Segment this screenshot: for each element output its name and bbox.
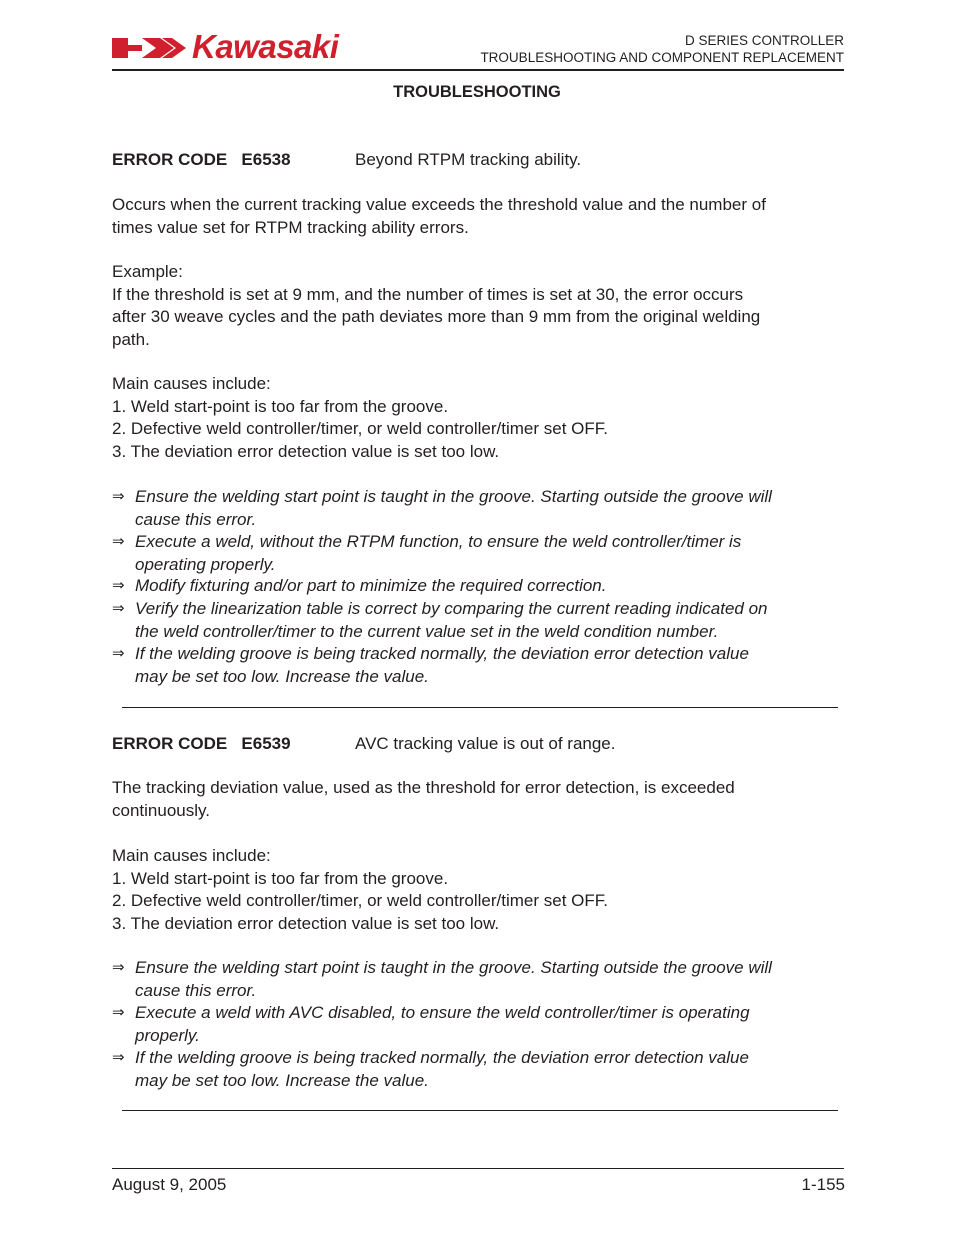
action-item: ⇒ If the welding groove is being tracked normally, the deviation error detection value may be set too low. Increase the value. xyxy=(112,644,749,686)
error-description: The tracking deviation value, used as the threshold for error detection, is exceeded continuously. xyxy=(112,778,735,820)
error-code-value: E6538 xyxy=(241,150,291,169)
action-item: ⇒ If the welding groove is being tracked normally, the deviation error detection value may be set too low. Increase the value. xyxy=(112,1048,749,1090)
section-title: TROUBLESHOOTING xyxy=(393,83,561,101)
error-title: Beyond RTPM tracking ability. xyxy=(355,150,582,169)
example-block: Example: If the threshold is set at 9 mm, and the number of times is set at 30, the error occurs after 30 weave cycles and the path deviates more than 9 mm from the original welding path. xyxy=(112,261,847,351)
arrow-icon: ⇒ xyxy=(112,488,125,505)
section-divider xyxy=(122,707,838,708)
header-rule xyxy=(112,69,844,71)
error-description: Occurs when the current tracking value exceeds the threshold value and the number of times value set for RTPM tracking ability errors. xyxy=(112,195,766,237)
footer-rule xyxy=(112,1168,844,1169)
arrow-icon: ⇒ xyxy=(112,600,125,617)
action-item: ⇒ Ensure the welding start point is taught in the groove. Starting outside the groove will cause this error. xyxy=(112,958,772,1000)
list-item: 1. Weld start-point is too far from the groove. xyxy=(112,396,449,416)
list-item: 3. The deviation error detection value is set too low. xyxy=(112,441,500,461)
kawasaki-logo xyxy=(112,28,392,65)
causes-label: Main causes include: xyxy=(112,846,271,865)
list-item: 2. Defective weld controller/timer, or weld controller/timer set OFF. xyxy=(112,891,608,910)
arrow-icon: ⇒ xyxy=(112,959,125,976)
causes-list xyxy=(112,845,847,935)
error-code-label: ERROR CODE E6538 xyxy=(112,150,291,169)
action-item: ⇒ Modify fixturing and/or part to minimize the required correction. xyxy=(112,575,847,598)
example-label: Example: xyxy=(112,262,183,281)
header-chapter: TROUBLESHOOTING AND COMPONENT REPLACEMENT xyxy=(480,50,844,65)
arrow-icon: ⇒ xyxy=(112,645,125,662)
list-item: 2. Defective weld controller/timer, or weld controller/timer set OFF. xyxy=(112,419,608,438)
list-item: 1. Weld start-point is too far from the groove. xyxy=(112,868,449,888)
brand-wordmark: Kawasaki xyxy=(192,28,339,65)
causes-label: Main causes include: xyxy=(112,374,271,393)
action-item: ⇒ Verify the linearization table is correct by comparing the current reading indicated on the weld controller/timer to the current value set in the weld condition number. xyxy=(112,599,768,641)
kawasaki-river-mark-icon xyxy=(112,35,188,61)
causes-list xyxy=(112,373,847,463)
arrow-icon: ⇒ xyxy=(112,533,125,550)
action-item: ⇒ Ensure the welding start point is taught in the groove. Starting outside the groove will cause this error. xyxy=(112,487,772,529)
error-code-label: ERROR CODE E6539 xyxy=(112,734,291,753)
section-divider xyxy=(122,1110,838,1111)
error-title: AVC tracking value is out of range. xyxy=(355,734,616,753)
error-code-value: E6539 xyxy=(241,734,291,753)
arrow-icon: ⇒ xyxy=(112,577,125,594)
list-item: 3. The deviation error detection value is set too low. xyxy=(112,913,500,933)
footer-date: August 9, 2005 xyxy=(112,1175,227,1194)
page-number: 1-155 xyxy=(801,1175,845,1194)
arrow-icon: ⇒ xyxy=(112,1049,125,1066)
arrow-icon: ⇒ xyxy=(112,1004,125,1021)
action-item: ⇒ Execute a weld with AVC disabled, to ensure the weld controller/timer is operating properly. xyxy=(112,1003,750,1045)
action-item: ⇒ Execute a weld, without the RTPM function, to ensure the weld controller/timer is operating properly. xyxy=(112,532,742,574)
header-series: D SERIES CONTROLLER xyxy=(684,33,844,48)
document-header xyxy=(480,32,844,66)
